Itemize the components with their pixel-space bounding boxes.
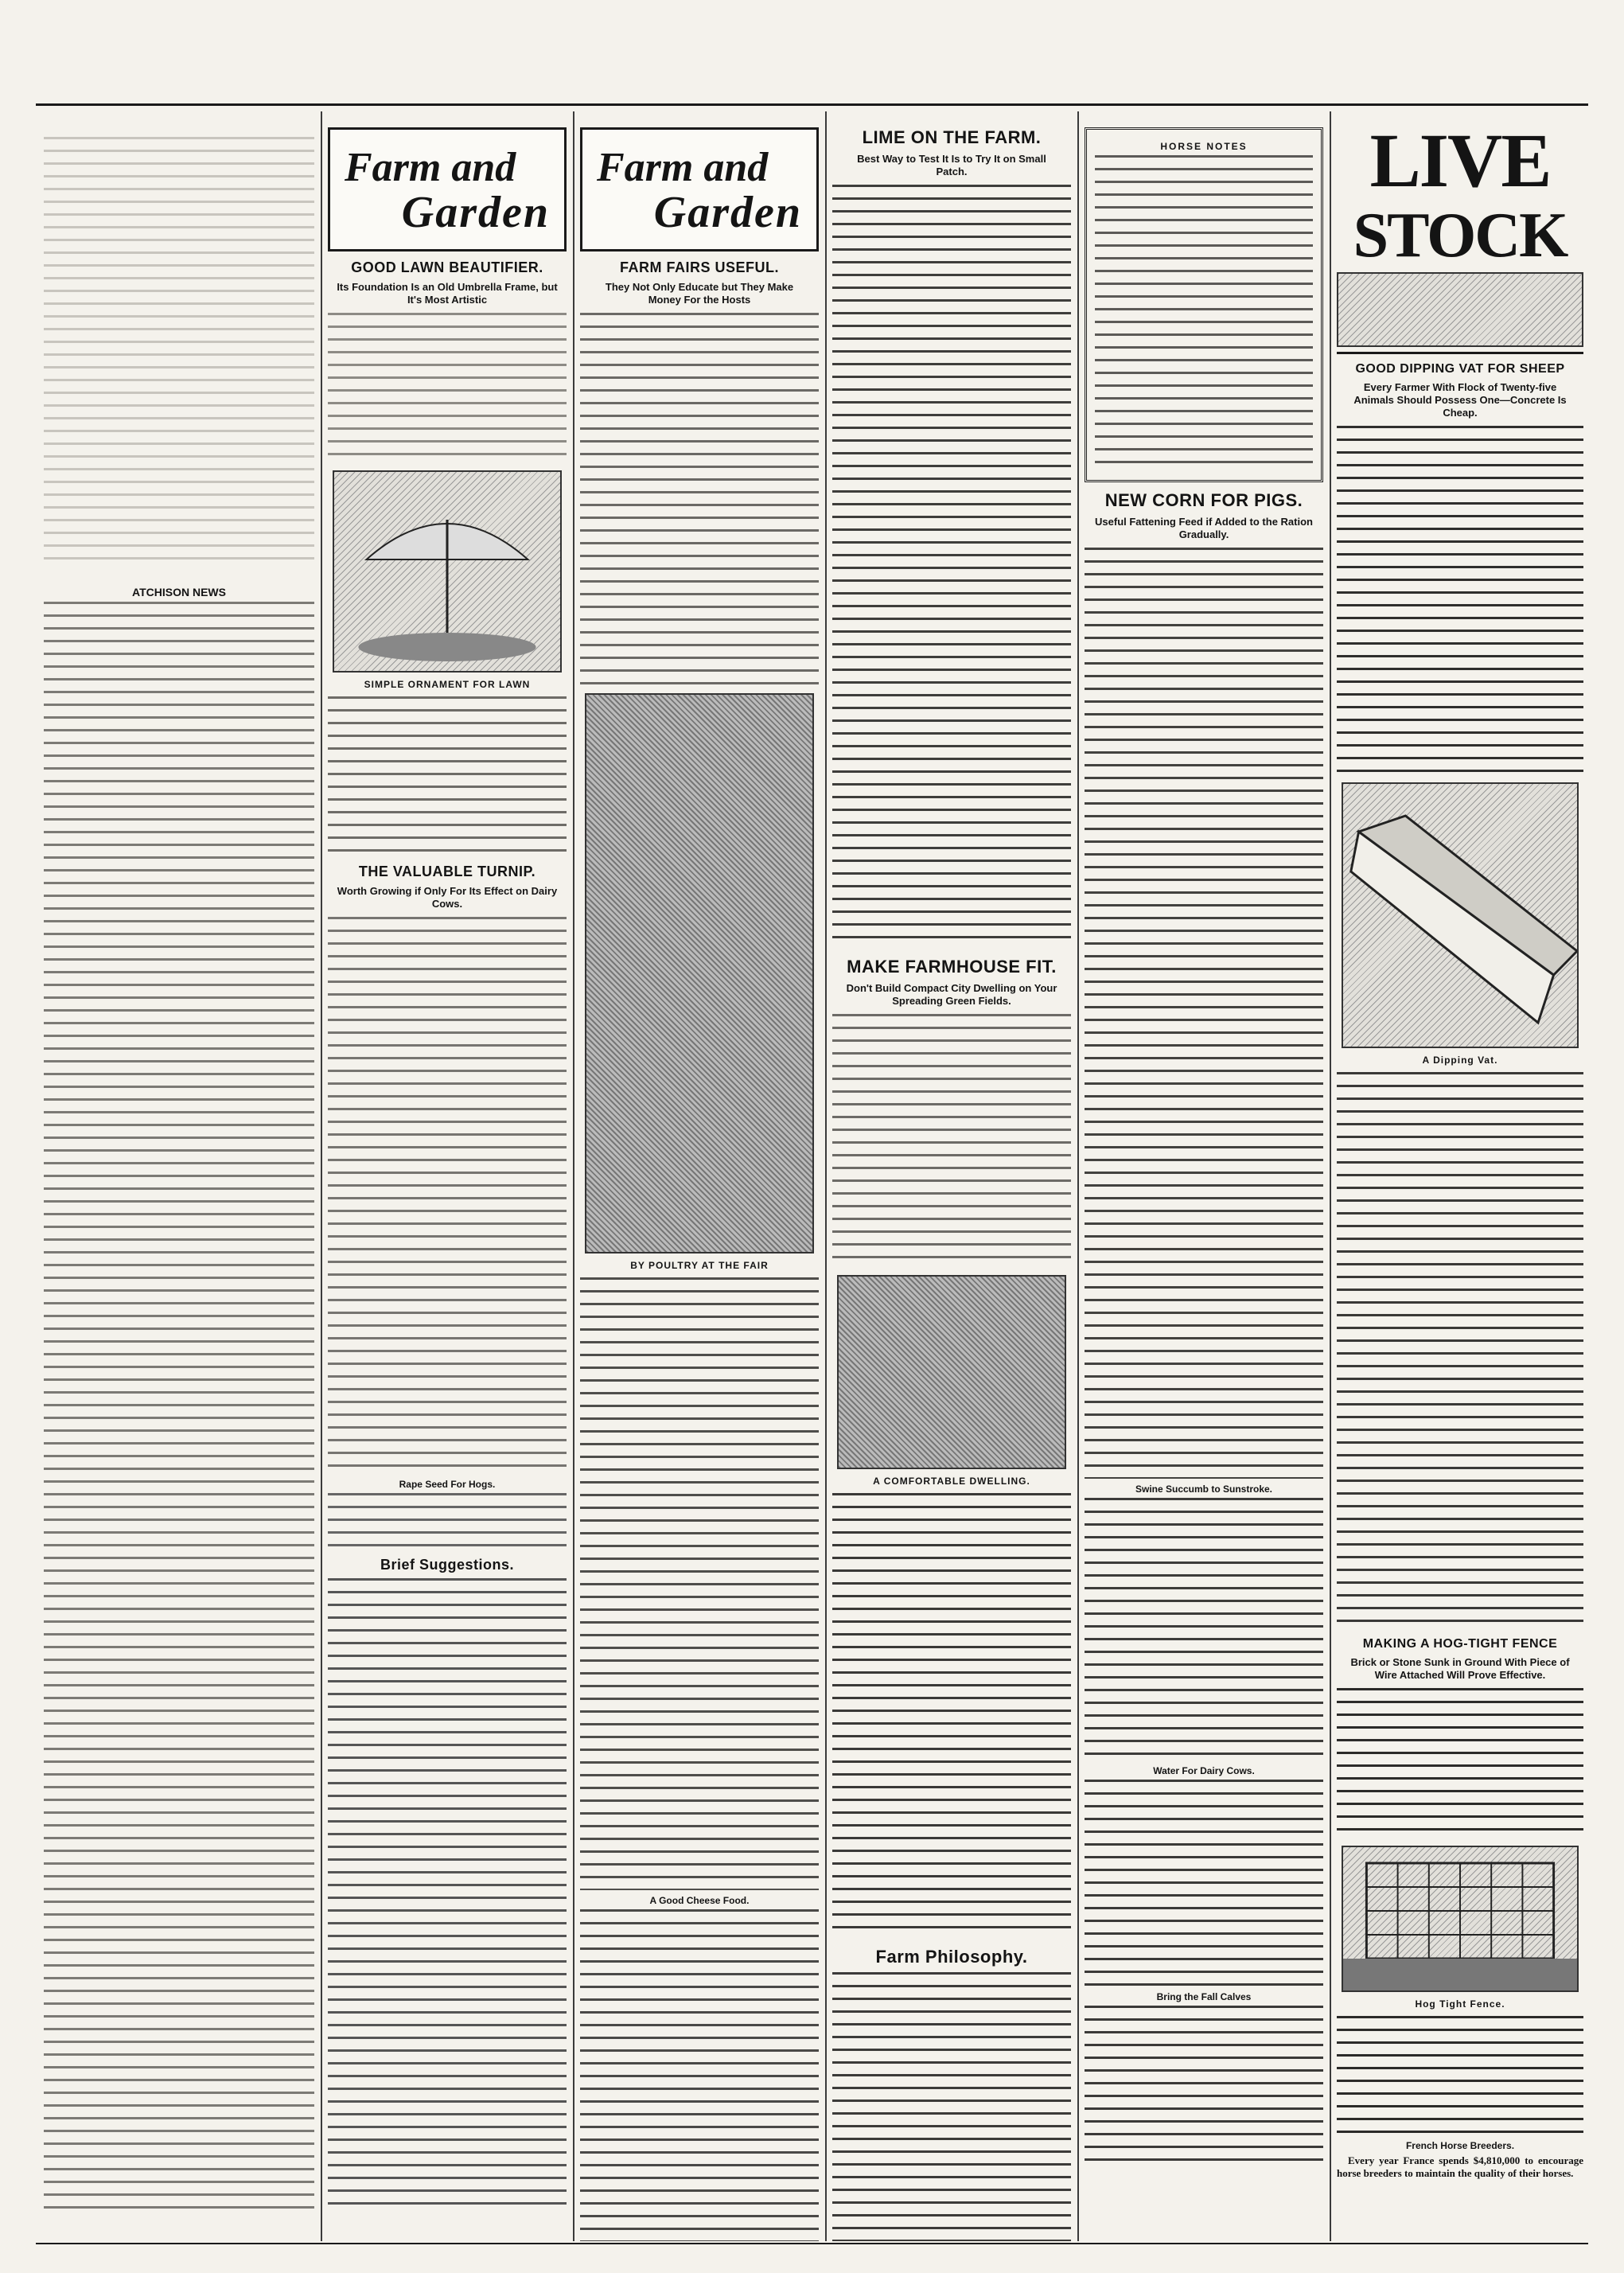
faded-text-block	[1085, 1498, 1323, 1760]
faded-text-block	[328, 696, 567, 856]
faded-text-block	[328, 313, 567, 464]
subhead-good-cheese-food: A Good Cheese Food.	[649, 1895, 750, 1906]
headline-farm-philosophy: Farm Philosophy.	[875, 1947, 1028, 1967]
faded-text-block	[1337, 426, 1583, 776]
column-farm-garden-1	[328, 119, 567, 2241]
column-live-stock	[1337, 119, 1583, 2241]
deck-lime-on-farm: Best Way to Test It Is to Try It on Small Patch.	[857, 153, 1046, 177]
faded-text-block	[44, 137, 314, 567]
faded-text-block	[580, 1909, 819, 2241]
column-farm-garden-2	[580, 119, 819, 2241]
deck-new-corn-for-pigs: Useful Fattening Feed if Added to the Ration Gradually.	[1095, 516, 1313, 540]
faded-text-block	[832, 1972, 1071, 2241]
column-divider	[1077, 111, 1079, 2241]
faded-text-block	[328, 1493, 567, 1549]
faded-text-block-2	[44, 602, 314, 2209]
headline-lime-on-farm: LIME ON THE FARM.	[862, 127, 1042, 147]
closing-paragraph: Every year France spends $4,810,000 to encourage horse breeders to maintain the quality of their horses.	[1337, 2154, 1583, 2179]
caption-fair-photo: BY POULTRY AT THE FAIR	[630, 1260, 769, 1271]
caption-comfortable-dwelling: A COMFORTABLE DWELLING.	[873, 1476, 1030, 1487]
column-local-news	[44, 119, 314, 2241]
subhead-swine-sunstroke: Swine Succumb to Sunstroke.	[1135, 1483, 1273, 1495]
subhead-water-for-dairy-cows: Water For Dairy Cows.	[1153, 1765, 1255, 1776]
faded-text-block	[1085, 2006, 1323, 2165]
faded-text-block	[1085, 548, 1323, 1479]
column-divider	[321, 111, 322, 2241]
masthead-line1: LIVE	[1369, 119, 1551, 203]
masthead-farm-and-garden	[328, 127, 567, 251]
faded-text-block	[328, 917, 567, 1474]
deck-hog-tight-fence: Brick or Stone Sunk in Ground With Piece of Wire Attached Will Prove Effective.	[1350, 1656, 1570, 1681]
masthead-live-stock	[1337, 119, 1583, 354]
faded-text-block	[1337, 1072, 1583, 1629]
deck-farm-fairs: They Not Only Educate but They Make Money For the Hosts	[605, 281, 794, 306]
heading-horse-notes: HORSE NOTES	[1160, 141, 1248, 152]
deck-lawn-beautifier: Its Foundation Is an Old Umbrella Frame, but It's Most Artistic	[337, 281, 558, 306]
subhead-french-horse-breeders: French Horse Breeders.	[1405, 2140, 1515, 2151]
horse-notes-box	[1085, 127, 1323, 482]
headline-valuable-turnip: THE VALUABLE TURNIP.	[358, 864, 536, 879]
faded-text-block	[832, 1493, 1071, 1939]
caption-simple-ornament: SIMPLE ORNAMENT FOR LAWN	[364, 679, 531, 690]
headline-new-corn-for-pigs: NEW CORN FOR PIGS.	[1104, 490, 1303, 510]
faded-text-block	[580, 1277, 819, 1890]
column-divider	[1330, 111, 1331, 2241]
top-rule	[36, 103, 1588, 106]
faded-text-block	[1085, 1780, 1323, 1986]
masthead-line1: Farm and	[597, 145, 769, 190]
masthead-farm-and-garden-2	[580, 127, 819, 251]
column-divider	[573, 111, 574, 2241]
hog-fence-illustration	[1342, 1846, 1579, 1992]
faded-text-block	[1095, 155, 1313, 474]
caption-hog-tight-fence: Hog Tight Fence.	[1415, 1998, 1505, 2010]
headline-farm-fairs: FARM FAIRS USEFUL.	[619, 259, 779, 275]
faded-text-block	[832, 185, 1071, 949]
faded-text-block	[832, 1014, 1071, 1269]
column-horse-corn	[1085, 119, 1323, 2241]
deck-valuable-turnip: Worth Growing if Only For Its Effect on Dairy Cows.	[337, 885, 558, 910]
masthead-line2: Garden	[401, 188, 550, 237]
faded-text-block	[328, 1578, 567, 2207]
deck-dipping-vat: Every Farmer With Flock of Twenty-five Animals Should Possess One—Concrete Is Cheap.	[1353, 381, 1567, 419]
farmhouse-photo	[837, 1275, 1066, 1469]
headline-dipping-vat: GOOD DIPPING VAT FOR SHEEP	[1355, 362, 1565, 376]
livestock-masthead-illustration	[1337, 272, 1583, 347]
subhead-fall-calves: Bring the Fall Calves	[1156, 1991, 1252, 2002]
headline-hog-tight-fence: MAKING A HOG-TIGHT FENCE	[1362, 1637, 1558, 1651]
subhead-rape-seed: Rape Seed For Hogs.	[399, 1479, 496, 1490]
faded-text-block	[1337, 1688, 1583, 1839]
masthead-line2: Garden	[653, 188, 802, 237]
masthead-line2: STOCK	[1353, 201, 1568, 271]
umbrella-ornament-illustration	[333, 470, 562, 673]
column-divider	[825, 111, 827, 2241]
fair-crowd-photo	[585, 693, 814, 1253]
caption-dipping-vat: A Dipping Vat.	[1422, 1055, 1498, 1066]
headline-lawn-beautifier: GOOD LAWN BEAUTIFIER.	[351, 259, 543, 275]
headline-make-farmhouse-fit: MAKE FARMHOUSE FIT.	[847, 957, 1057, 977]
headline-brief-suggestions: Brief Suggestions.	[380, 1557, 515, 1573]
faded-text-block	[580, 313, 819, 687]
column-lime-farmhouse	[832, 119, 1071, 2241]
masthead-line1: Farm and	[345, 145, 516, 190]
deck-make-farmhouse-fit: Don't Build Compact City Dwelling on Your Spreading Green Fields.	[846, 982, 1057, 1007]
bottom-rule	[36, 2243, 1588, 2244]
faded-text-block	[1337, 2016, 1583, 2135]
dipping-vat-illustration	[1342, 782, 1579, 1048]
heading-atchison-news: ATCHISON NEWS	[132, 586, 226, 598]
